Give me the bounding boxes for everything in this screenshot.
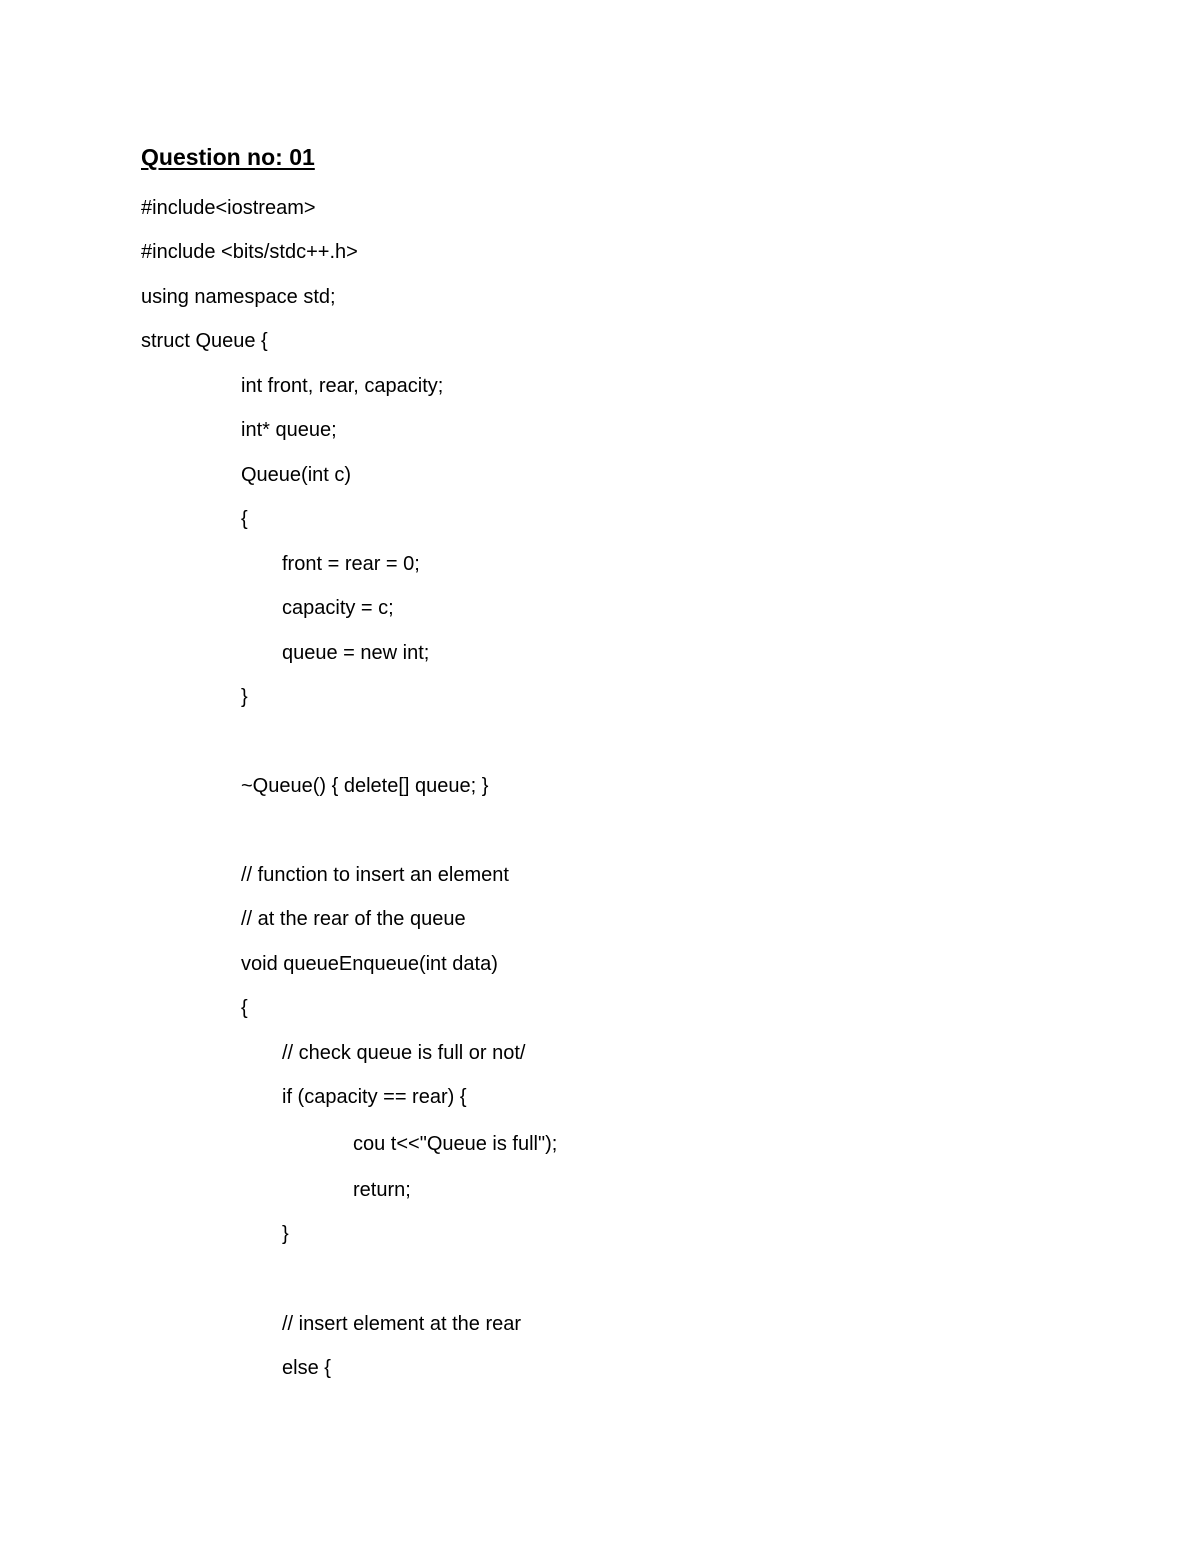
- code-line: cou t<<"Queue is full");: [353, 1133, 558, 1155]
- code-line: #include<iostream>: [141, 197, 316, 219]
- code-line: // insert element at the rear: [282, 1313, 522, 1335]
- code-line: front = rear = 0;: [282, 553, 420, 575]
- code-line: Queue(int c): [241, 464, 352, 486]
- code-line: queue = new int;: [282, 642, 430, 664]
- code-line: #include <bits/stdc++.h>: [141, 241, 358, 263]
- code-line: else {: [282, 1357, 331, 1379]
- code-line: int* queue;: [241, 419, 337, 441]
- code-line: return;: [353, 1179, 411, 1201]
- code-line: }: [282, 1223, 289, 1245]
- code-line: // function to insert an element: [241, 864, 509, 886]
- code-line: // at the rear of the queue: [241, 908, 466, 930]
- code-line: int front, rear, capacity;: [241, 375, 444, 397]
- code-line: capacity = c;: [282, 597, 394, 619]
- code-line: // check queue is full or not/: [282, 1042, 526, 1064]
- question-heading: Question no: 01: [141, 144, 315, 170]
- code-line: {: [241, 508, 248, 530]
- code-line: {: [241, 997, 248, 1019]
- code-line: if (capacity == rear) {: [282, 1086, 467, 1108]
- code-line: using namespace std;: [141, 286, 336, 308]
- code-line: void queueEnqueue(int data): [241, 953, 498, 975]
- code-line: }: [241, 686, 248, 708]
- code-line: struct Queue {: [141, 330, 268, 352]
- code-line: ~Queue() { delete[] queue; }: [241, 775, 489, 797]
